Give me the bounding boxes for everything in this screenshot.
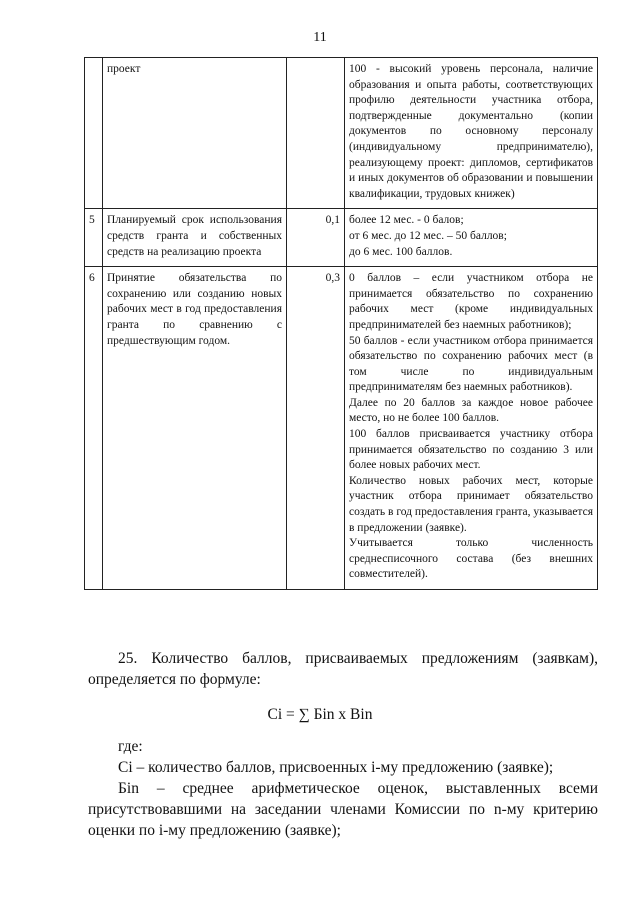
criterion-scoring: [345, 267, 598, 590]
scoring-line: Учитывается только численность среднесписочного состава (без внешних совместителей).: [349, 537, 593, 581]
page-number: 11: [313, 30, 327, 45]
criterion-weight: [287, 58, 345, 209]
criterion-weight: 0,3: [287, 267, 345, 590]
row-number: 6: [85, 267, 103, 590]
scoring-line: от 6 мес. до 12 мес. – 50 баллов;: [349, 229, 507, 242]
criterion-name: Принятие обязательства по сохранению или созданию новых рабочих мест в год предоставления гранта по сравнению с предшествующим годом.: [103, 267, 287, 590]
table-row: [85, 58, 598, 209]
criterion-scoring: [345, 209, 598, 267]
criterion-scoring: [345, 58, 598, 209]
criterion-name: Планируемый срок использования средств гранта и собственных средств на реализацию проекта: [103, 209, 287, 267]
row-number: 5: [85, 209, 103, 267]
table-row: [85, 209, 598, 267]
criteria-table: [84, 57, 598, 590]
scoring-line: Количество новых рабочих мест, которые участник отбора принимает обязательство создать в год предоставления гранта, указывается в предложении (заявке).: [349, 474, 593, 534]
scoring-line: 100 баллов присваивается участнику отбора принимается обязательство по созданию 3 или более новых рабочих мест.: [349, 428, 593, 472]
criterion-name: проект: [103, 58, 287, 209]
where-label: где:: [118, 738, 143, 755]
row-number: [85, 58, 103, 209]
definition-bin: Бin – среднее арифметическое оценок, выставленных всеми присутствовавшими на заседании членами Комиссии по n-му критерию оценки по i-му предложению (заявке);: [88, 780, 598, 839]
scoring-line: Далее по 20 баллов за каждое новое рабочее место, но не более 100 баллов.: [349, 396, 593, 425]
scoring-line: 0 баллов – если участником отбора не принимается обязательство по сохранению рабочих мест (кроме индивидуальных предпринимателей без наемных работников);: [349, 272, 593, 331]
formula: Ci = ∑ Бin x Bin: [267, 706, 373, 723]
paragraph-25: 25. Количество баллов, присваиваемых предложениям (заявкам), определяется по формуле:: [88, 650, 598, 688]
scoring-line: до 6 мес. 100 баллов.: [349, 245, 453, 258]
scoring-line: 50 баллов - если участником отбора принимается обязательство по сохранению рабочих мест (в том числе по индивидуальным предпринимателям без наемных работников).: [349, 334, 593, 394]
definition-ci: Ci – количество баллов, присвоенных i-му предложению (заявке);: [118, 759, 554, 776]
scoring-line: 100 - высокий уровень персонала, наличие образования и опыта работы, соответствующих профилю деятельности участника отбора, подтвержденные документально (копии документов по основному персоналу (индивидуальному предпринимателю), реализующему проект: дипломов, сертификатов и иных документов об образовании и повышении квалификации, трудовых книжек): [349, 63, 593, 200]
scoring-line: более 12 мес. - 0 балов;: [349, 214, 464, 227]
table-row: [85, 267, 598, 590]
criterion-weight: 0,1: [287, 209, 345, 267]
